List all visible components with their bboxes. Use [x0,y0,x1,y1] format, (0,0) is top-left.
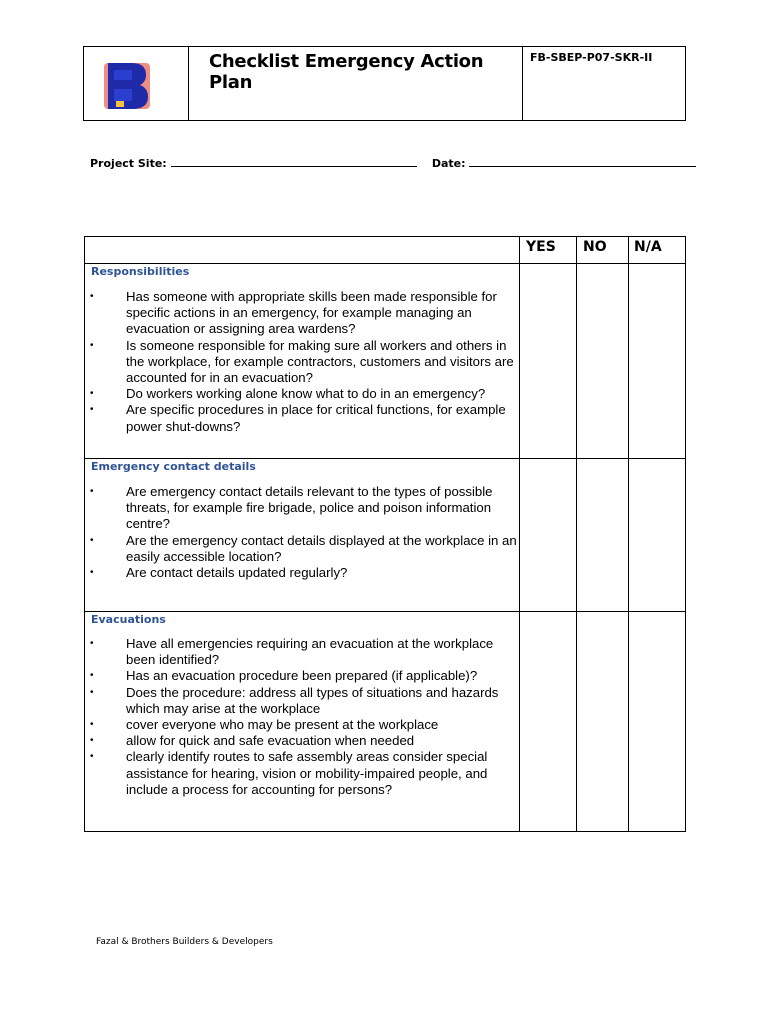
column-header-no: NO [583,239,607,255]
list-item: • Are emergency contact details relevant to the types of possible threats, for example fire brigade, police and poison information centre? [90,484,493,532]
date-label: Date: [431,157,466,170]
list-item: • Does the procedure: address all types of situations and hazards which may arise at the workplace [90,684,499,716]
list-item: • Is someone responsible for making sure all workers and others in the workplace, for example contractors, customers and visitors are accounted for in an evacuation? [90,337,514,386]
column-header-na: N/A [634,239,662,255]
list-item: • Has an evacuation procedure been prepared (if applicable)? [90,668,478,684]
document-header [83,46,686,121]
footer-company-name: Fazal & Brothers Builders & Developers [96,937,273,947]
emergency-contact-list [85,484,519,581]
title-cell [189,47,523,120]
list-item: • Are specific procedures in place for critical functions, for example power shut-downs? [90,402,506,434]
column-divider [628,237,629,831]
row-divider [85,611,685,612]
list-item: • Has someone with appropriate skills been made responsible for specific actions in an emergency, for example managing an evacuation or assigning area wardens? [90,289,497,337]
column-divider [519,237,520,831]
code-cell [523,47,685,120]
list-item: • clearly identify routes to safe assembly areas consider special assistance for hearing, vision or mobility-impaired people, and include a process for accounting for persons? [90,749,488,797]
list-item: • Are the emergency contact details displayed at the workplace in an easily accessible location? [90,532,517,564]
column-divider [576,237,577,831]
section-title-emergency-contact: Emergency contact details [91,460,256,473]
project-site-label: Project Site: [90,157,167,170]
section-title-evacuations: Evacuations [91,613,166,626]
form-fields-line [90,157,696,170]
responsibilities-list [85,289,519,435]
document-code: FB-SBEP-P07-SKR-II [530,51,653,64]
column-header-yes: YES [526,239,556,255]
date-field[interactable] [469,157,696,167]
list-item: • allow for quick and safe evacuation when needed [90,733,415,749]
project-site-field[interactable] [171,157,417,167]
row-divider [85,458,685,459]
list-item: • cover everyone who may be present at the workplace [90,717,439,733]
logo-cell [84,47,189,120]
evacuations-list [85,636,519,798]
row-divider [85,263,685,264]
company-logo [98,57,154,113]
list-item: • Are contact details updated regularly? [90,565,348,581]
list-item: • Have all emergencies requiring an evacuation at the workplace been identified? [90,636,494,668]
list-item: • Do workers working alone know what to do in an emergency? [90,386,486,402]
section-title-responsibilities: Responsibilities [91,265,190,278]
checklist-table [84,236,686,832]
document-title: Checklist Emergency Action Plan [209,51,484,93]
